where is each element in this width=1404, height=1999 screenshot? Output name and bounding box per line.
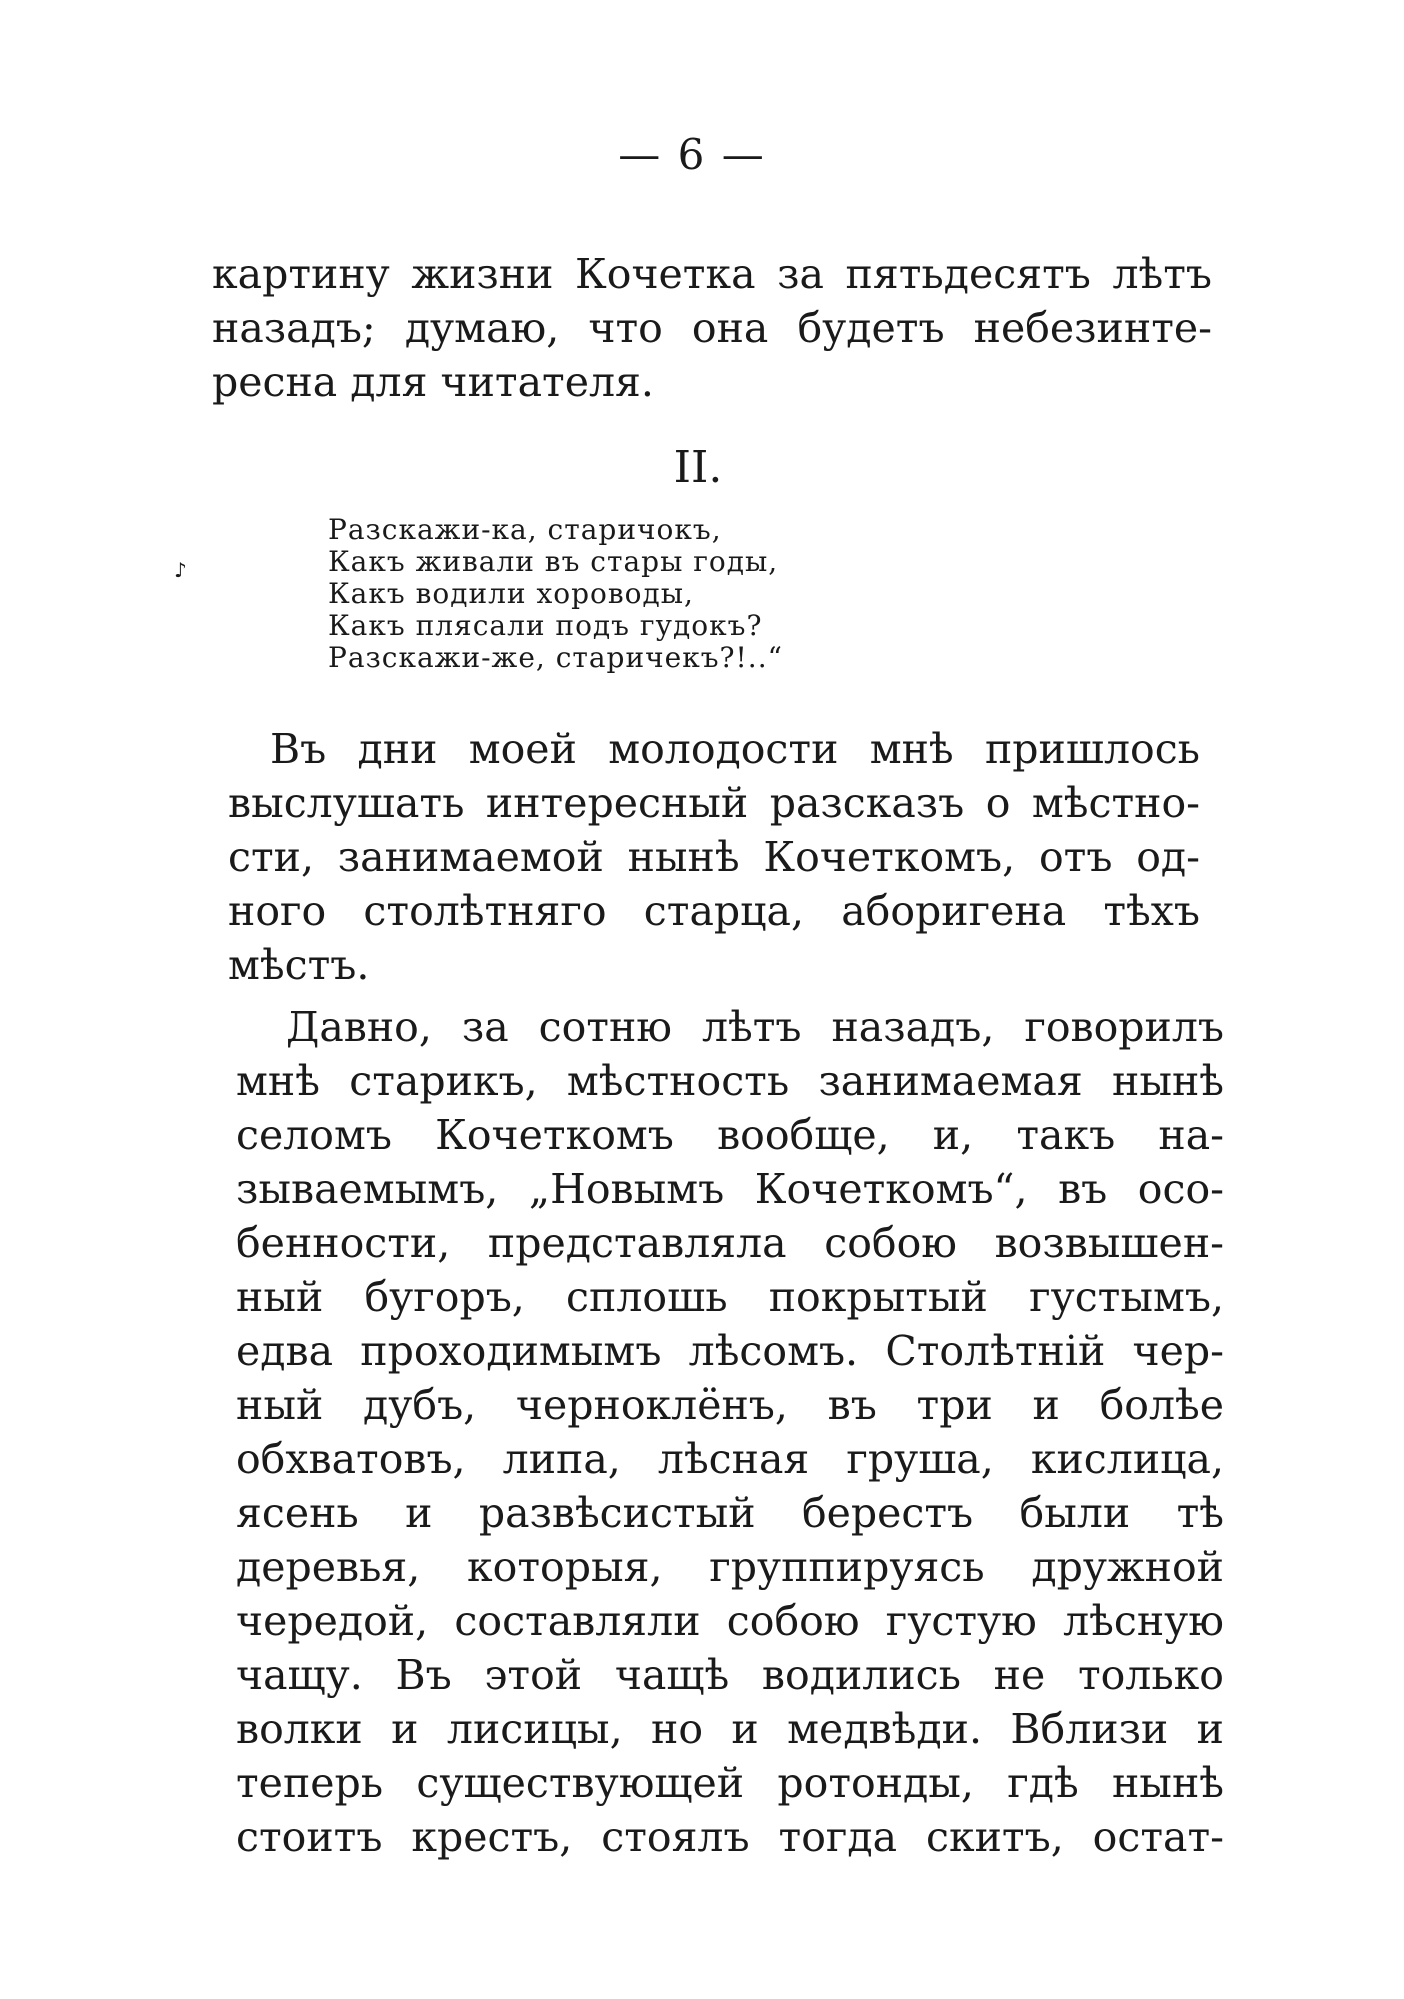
text-line: Давно, за сотню лѣтъ назадъ, говорилъ <box>286 1003 1224 1051</box>
epigraph-line: Разскажи-ка, старичокъ, <box>328 513 722 546</box>
epigraph <box>328 514 783 674</box>
text-line: обхватовъ, липа, лѣсная груша, кислица, <box>236 1435 1224 1483</box>
epigraph-line: Какъ водили хороводы, <box>328 577 694 610</box>
text-line: стоитъ крестъ, стоялъ тогда скитъ, остат- <box>236 1813 1224 1861</box>
text-line: чащу. Въ этой чащѣ водились не только <box>236 1651 1224 1699</box>
epigraph-line: Какъ плясали подъ гудокъ? <box>328 609 763 642</box>
epigraph-line: Какъ живали въ стары годы, <box>328 545 779 578</box>
text-line: бенности, представляла собою возвышен- <box>236 1219 1224 1267</box>
text-line: теперь существующей ротонды, гдѣ нынѣ <box>236 1759 1224 1807</box>
text-line: картину жизни Кочетка за пятьдесятъ лѣтъ <box>212 250 1212 298</box>
text-line: чередой, составляли собою густую лѣсную <box>236 1597 1224 1645</box>
text-line: выслушать интересный разсказъ о мѣстно- <box>228 779 1200 827</box>
epigraph-line: Разскажи-же, старичекъ?!..“ <box>328 641 783 674</box>
text-line: ресна для читателя. <box>212 358 654 406</box>
text-line: ный бугоръ, сплошь покрытый густымъ, <box>236 1273 1224 1321</box>
text-line: деревья, которыя, группируясь дружной <box>236 1543 1224 1591</box>
text-line: ного столѣтняго старца, аборигена тѣхъ <box>228 887 1200 935</box>
text-line: сти, занимаемой нынѣ Кочеткомъ, отъ од- <box>228 833 1200 881</box>
text-line: ясень и развѣсистый берестъ были тѣ <box>236 1489 1224 1537</box>
text-line: едва проходимымъ лѣсомъ. Столѣтній чер- <box>236 1327 1224 1375</box>
margin-mark: ♪ <box>174 558 187 582</box>
text-line: мнѣ старикъ, мѣстность занимаемая нынѣ <box>236 1057 1224 1105</box>
text-line: мѣстъ. <box>228 941 370 989</box>
page-number: — 6 — <box>618 130 766 179</box>
text-line: селомъ Кочеткомъ вообще, и, такъ на- <box>236 1111 1224 1159</box>
paragraph-1 <box>228 722 1200 992</box>
text-line: волки и лисицы, но и медвѣди. Вблизи и <box>236 1705 1224 1753</box>
paragraph-2 <box>236 1000 1224 1864</box>
text-line: Въ дни моей молодости мнѣ пришлось <box>270 725 1200 773</box>
section-heading: II. <box>673 442 723 493</box>
text-line: ный дубъ, черноклёнъ, въ три и болѣе <box>236 1381 1224 1429</box>
text-line: назадъ; думаю, что она будетъ небезинте- <box>212 304 1212 352</box>
intro-paragraph <box>212 247 1212 409</box>
text-line: зываемымъ, „Новымъ Кочеткомъ“, въ осо- <box>236 1165 1224 1213</box>
